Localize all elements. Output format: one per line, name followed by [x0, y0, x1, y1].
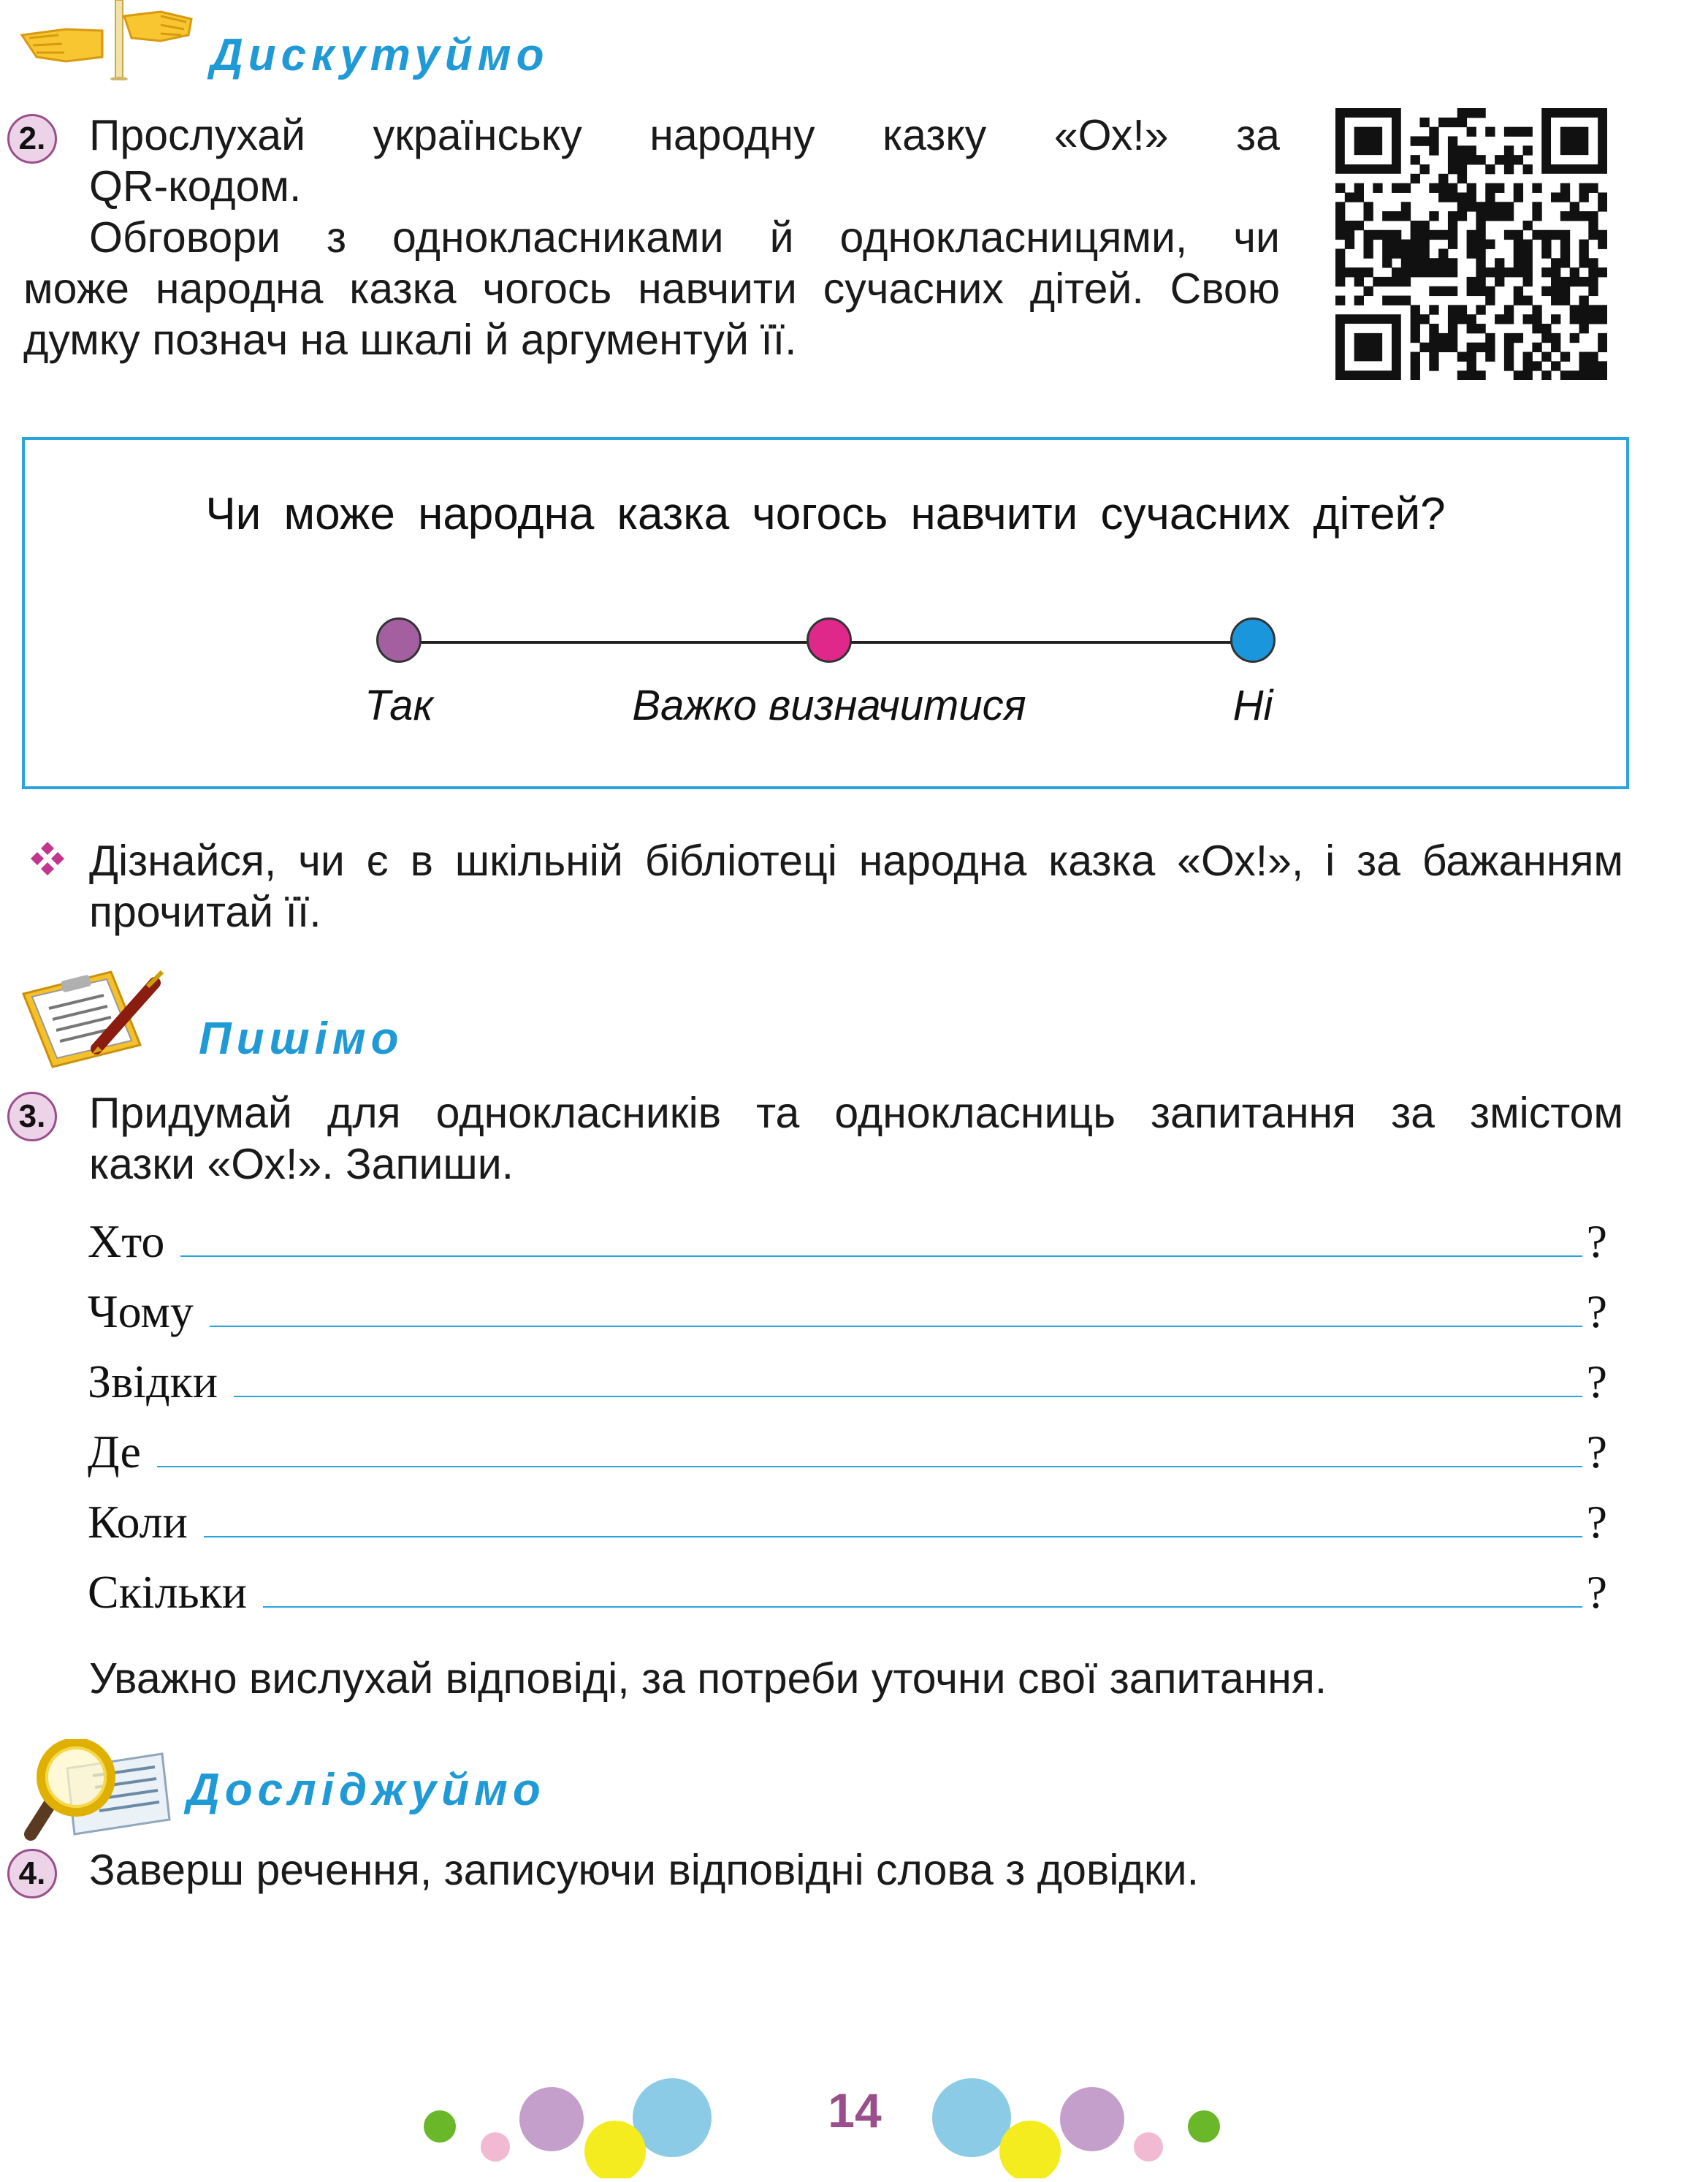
answer-line[interactable]	[210, 1326, 1582, 1327]
question-mark: ?	[1586, 1215, 1607, 1267]
question-mark: ?	[1586, 1285, 1607, 1337]
page-number: 14	[828, 2083, 882, 2137]
diamond-bullet-icon	[29, 840, 66, 877]
question-row	[88, 1559, 1607, 1618]
task2-word: «Ох!»	[1053, 111, 1169, 159]
task2-line4: може народна казка чогось навчити сучасних дітей. Свою	[23, 265, 1280, 313]
question-word: Звідки	[88, 1356, 218, 1407]
question-row	[88, 1489, 1607, 1548]
question-word: Коли	[88, 1496, 188, 1548]
task-number-badge: 4.	[7, 1849, 57, 1898]
question-mark: ?	[1586, 1356, 1607, 1407]
task2-word: казку	[882, 111, 987, 159]
task2-line2: QR-кодом.	[89, 162, 302, 210]
question-row	[88, 1209, 1607, 1267]
footer-decoration-left	[409, 2075, 731, 2178]
extra-line2: прочитай її.	[89, 888, 321, 936]
qr-code-icon	[1335, 108, 1607, 380]
task3-line2: казки «Ох!». Запиши.	[89, 1140, 514, 1188]
extra-line1: Дізнайся, чи є в шкільній бібліотеці народна казка «Ох!», і за бажанням	[89, 837, 1623, 885]
task2-word: Прослухай	[89, 111, 306, 159]
question-word: Де	[88, 1426, 141, 1478]
writing-clipboard-icon	[16, 965, 177, 1074]
task3-note: Уважно вислухай відповіді, за потреби уточни свої запитання.	[89, 1654, 1327, 1703]
answer-line[interactable]	[157, 1466, 1582, 1467]
question-row	[88, 1349, 1607, 1407]
scale-label-undecided: Важко визначитися	[632, 682, 1026, 729]
task2-word: українську	[373, 111, 582, 159]
scale-point-undecided[interactable]	[807, 617, 852, 663]
question-mark: ?	[1586, 1566, 1607, 1618]
scale-point-yes[interactable]	[376, 617, 422, 663]
task3-line1: Придумай для однокласників та однокласниць запитання за змістом	[89, 1089, 1623, 1137]
question-row	[88, 1279, 1607, 1337]
task-number-badge: 3.	[7, 1092, 57, 1141]
answer-line[interactable]	[180, 1255, 1582, 1257]
scale-label-no: Ні	[1232, 682, 1273, 729]
qr-code-graphic	[1335, 108, 1607, 380]
task4-text: Заверш речення, записуючи відповідні слова з довідки.	[89, 1846, 1200, 1894]
section-title-research: Досліджуймо	[187, 1765, 546, 1815]
magnifier-icon	[16, 1739, 177, 1849]
section-title-write: Пишімо	[199, 1014, 404, 1064]
task2-line1	[89, 110, 1280, 161]
discuss-icon	[15, 0, 197, 80]
task2-line3: Обговори з однокласниками й однокласницями, чи	[89, 213, 1280, 262]
question-word: Хто	[88, 1215, 165, 1267]
question-mark: ?	[1586, 1426, 1607, 1478]
scale-question: Чи може народна казка чогось навчити сучасних дітей?	[205, 489, 1446, 539]
scale-label-yes: Так	[365, 682, 433, 729]
answer-line[interactable]	[234, 1396, 1582, 1397]
task2-word: за	[1236, 111, 1280, 159]
section-title-discuss: Дискутуймо	[210, 30, 549, 80]
footer-decoration-right	[913, 2075, 1235, 2178]
question-word: Чому	[88, 1285, 194, 1337]
question-row	[88, 1419, 1607, 1478]
task2-word: народну	[649, 111, 815, 159]
question-mark: ?	[1586, 1496, 1607, 1548]
question-word: Скільки	[88, 1566, 248, 1618]
answer-line[interactable]	[263, 1606, 1582, 1608]
answer-line[interactable]	[204, 1536, 1582, 1537]
task-number-badge: 2.	[7, 114, 57, 164]
task2-line5: думку познач на шкалі й аргументуй її.	[23, 316, 797, 364]
scale-point-no[interactable]	[1230, 617, 1276, 663]
